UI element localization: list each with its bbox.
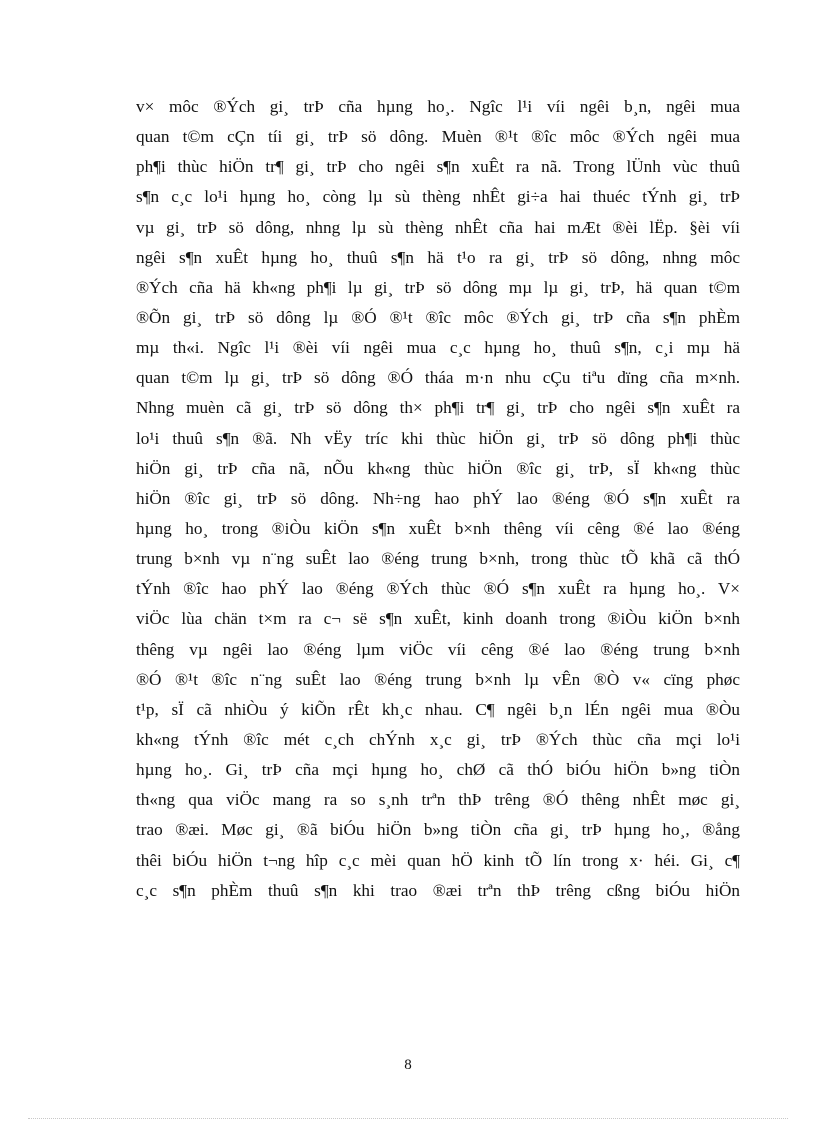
text-line: hiÖn gi¸ trÞ cña nã, nÕu kh«ng thùc hiÖn ®îc gi¸ trÞ, sÏ kh«ng thùc <box>136 458 740 478</box>
page-bottom-divider <box>28 1118 788 1119</box>
text-line: t¹p, sÏ cã nhiÒu ý kiÕn rÊt kh¸c nhau. C¶ ngêi b¸n lÉn ngêi mua ®Òu <box>136 699 740 719</box>
text-line: v× môc ®Ých gi¸ trÞ cña hµng ho¸. Ngîc l¹i víi ngêi b¸n, ngêi mua <box>136 97 740 116</box>
text-line: s¶n c¸c lo¹i hµng ho¸ còng lµ sù thèng nhÊt gi÷a hai thuéc tÝnh gi¸ trÞ <box>136 187 740 207</box>
text-line: lo¹i thuû s¶n ®ã. Nh vËy tríc khi thùc hiÖn gi¸ trÞ sö dông ph¶i thùc <box>136 428 740 448</box>
text-line: mµ th«i. Ngîc l¹i ®èi víi ngêi mua c¸c hµng ho¸ thuû s¶n, c¸i mµ hä <box>136 338 740 358</box>
text-line: c¸c s¶n phÈm thuû s¶n khi trao ®æi trªn thÞ trêng cßng biÓu hiÖn <box>136 880 740 900</box>
text-line: trung b×nh vµ n¨ng suÊt lao ®éng trung b×nh, trong thùc tÕ khã cã thÓ <box>136 549 740 569</box>
text-line: ®Ých cña hä kh«ng ph¶i lµ gi¸ trÞ sö dông mµ lµ gi¸ trÞ, hä quan t©m <box>136 277 740 297</box>
text-line: ngêi s¶n xuÊt hµng ho¸ thuû s¶n hä t¹o ra gi¸ trÞ sö dông, nhng môc <box>136 247 740 267</box>
text-line: thêng vµ ngêi lao ®éng lµm viÖc víi cêng ®é lao ®éng trung b×nh <box>136 639 740 659</box>
text-line: hµng ho¸. Gi¸ trÞ cña mçi hµng ho¸ chØ cã thÓ biÓu hiÖn b»ng tiÒn <box>136 760 740 780</box>
text-line: ph¶i thùc hiÖn tr¶ gi¸ trÞ cho ngêi s¶n xuÊt ra nã. Trong lÜnh vùc thuû <box>136 157 740 177</box>
text-line: ®Õn gi¸ trÞ sö dông lµ ®Ó ®¹t ®îc môc ®Ých gi¸ trÞ cña s¶n phÈm <box>136 307 740 327</box>
text-line: vµ gi¸ trÞ sö dông, nhng lµ sù thèng nhÊt cña hai mÆt ®èi lËp. §èi víi <box>136 217 740 237</box>
text-line: kh«ng tÝnh ®îc mét c¸ch chÝnh x¸c gi¸ trÞ ®Ých thùc cña mçi lo¹i <box>136 729 740 749</box>
text-line: ®Ó ®¹t ®îc n¨ng suÊt lao ®éng trung b×nh lµ vÊn ®Ò v« cïng phøc <box>136 669 740 689</box>
text-line: tÝnh ®îc hao phÝ lao ®éng ®Ých thùc ®Ó s¶n xuÊt ra hµng ho¸. V× <box>136 579 740 599</box>
page-number: 8 <box>404 1057 412 1073</box>
text-line: quan t©m lµ gi¸ trÞ sö dông ®Ó tháa m·n nhu cÇu tiªu dïng cña m×nh. <box>136 368 740 388</box>
text-line: Nhng muèn cã gi¸ trÞ sö dông th× ph¶i tr¶ gi¸ trÞ cho ngêi s¶n xuÊt ra <box>136 398 740 418</box>
body-text <box>136 92 740 906</box>
text-line: thêi biÓu hiÖn t¬ng hîp c¸c mèi quan hÖ kinh tÕ lín trong x· héi. Gi¸ c¶ <box>136 850 740 870</box>
text-line: hiÖn ®îc gi¸ trÞ sö dông. Nh÷ng hao phÝ lao ®éng ®Ó s¶n xuÊt ra <box>136 488 740 508</box>
text-line: trao ®æi. Møc gi¸ ®ã biÓu hiÖn b»ng tiÒn cña gi¸ trÞ hµng ho¸, ®ång <box>136 820 740 840</box>
text-line: viÖc lùa chän t×m ra c¬ së s¶n xuÊt, kinh doanh trong ®iÒu kiÖn b×nh <box>136 609 740 629</box>
text-line: hµng ho¸ trong ®iÒu kiÖn s¶n xuÊt b×nh thêng víi cêng ®é lao ®éng <box>136 518 740 538</box>
text-line: quan t©m cÇn tíi gi¸ trÞ sö dông. Muèn ®¹t ®îc môc ®Ých ngêi mua <box>136 127 740 147</box>
text-line: th«ng qua viÖc mang ra so s¸nh trªn thÞ trêng ®Ó thêng nhÊt møc gi¸ <box>136 790 740 810</box>
